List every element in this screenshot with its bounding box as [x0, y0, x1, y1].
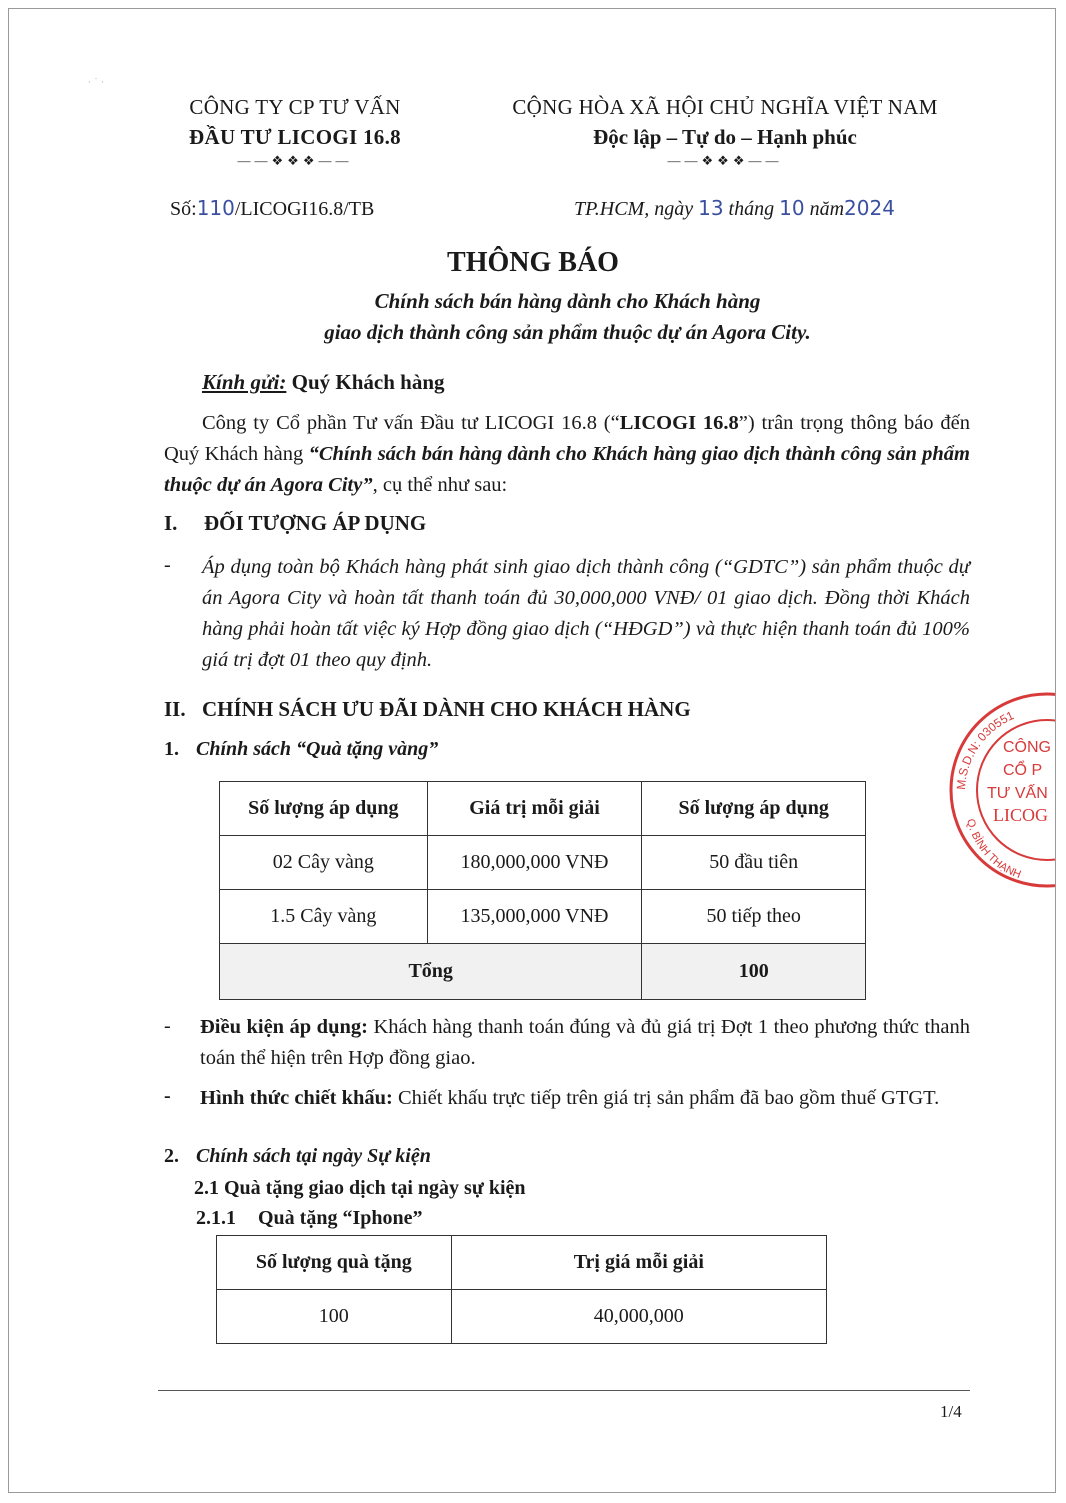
- company-header: [150, 92, 440, 170]
- stamp-arc-bottom-text: Q. BÌNH THẠNH: [963, 817, 1023, 882]
- ref-suffix: /LICOGI16.8/TB: [234, 198, 375, 220]
- stamp-line3: TƯ VẤN: [987, 785, 1048, 802]
- table-row: [217, 1290, 827, 1344]
- table-cell: 180,000,000 VNĐ: [427, 836, 642, 890]
- table-header-row: [220, 782, 866, 836]
- table-row: [220, 836, 866, 890]
- national-title: CỘNG HÒA XÃ HỘI CHỦ NGHĨA VIỆT NAM: [512, 95, 938, 119]
- section-1-number: I.: [164, 511, 178, 535]
- discount-bullet: [200, 1083, 970, 1114]
- date-text: TP.HCM, ngày: [574, 198, 699, 220]
- table-cell: 40,000,000: [451, 1290, 826, 1344]
- intro-text: Công ty Cổ phần Tư vấn Đầu tư LICOGI 16.8 (“: [202, 412, 620, 434]
- table-cell: 50 tiếp theo: [642, 890, 866, 944]
- intro-text: , cụ thể như sau:: [372, 474, 508, 496]
- table-header-row: [217, 1236, 827, 1290]
- date-year: 2024: [844, 196, 895, 220]
- subsection-2-title: Chính sách tại ngày Sự kiện: [196, 1145, 431, 1167]
- table-total-label: Tổng: [220, 944, 642, 1000]
- document-subtitle: [0, 286, 1066, 348]
- table-header-cell: Giá trị mỗi giải: [427, 782, 642, 836]
- date-month: 10: [779, 196, 805, 220]
- section-1-bullet: Áp dụng toàn bộ Khách hàng phát sinh giao dịch thành công (“GDTC”) sản phẩm thuộc dự án Agora City và hoàn tất thanh toán đủ 30,000,000 VNĐ/ 01 giao dịch. Đồng thời Khách hàng phải hoàn tất việc ký Hợp đồng giao dịch (“HĐGD”) và thực hiện thanh toán đủ 100% giá trị đợt 01 theo quy định.: [202, 556, 970, 671]
- subsection-1-title: Chính sách “Quà tặng vàng”: [196, 738, 439, 760]
- date-line: [574, 196, 895, 221]
- reference-number: [170, 196, 374, 221]
- ornament-divider: ——❖❖❖——: [667, 153, 783, 168]
- bullet-dash: -: [164, 1015, 171, 1037]
- section-2-heading: [164, 697, 691, 722]
- national-motto: Độc lập – Tự do – Hạnh phúc: [593, 125, 857, 149]
- table-cell: 50 đầu tiên: [642, 836, 866, 890]
- company-name-line2: ĐẦU TƯ LICOGI 16.8: [189, 125, 401, 149]
- condition-label: Điều kiện áp dụng:: [200, 1016, 368, 1038]
- subtitle-line2: giao dịch thành công sản phẩm thuộc dự án Agora City.: [324, 320, 811, 344]
- subtitle-line1: Chính sách bán hàng dành cho Khách hàng: [374, 289, 761, 313]
- table-header-cell: Số lượng áp dụng: [220, 782, 428, 836]
- subsection-2-1-1-heading: [196, 1207, 423, 1230]
- intro-bold-company: LICOGI 16.8: [619, 412, 739, 434]
- section-2-number: II.: [164, 697, 186, 721]
- subsection-2-number: 2.: [164, 1145, 179, 1167]
- bullet-dash: -: [164, 554, 171, 576]
- iphone-gift-table: [216, 1235, 827, 1344]
- national-header: [470, 92, 980, 170]
- discount-text: Chiết khấu trực tiếp trên giá trị sản phẩm đã bao gồm thuế GTGT.: [392, 1087, 940, 1109]
- discount-label: Hình thức chiết khấu:: [200, 1087, 393, 1109]
- stamp-line1: CÔNG: [1003, 739, 1051, 756]
- stamp-arc-top-text: M.S.D.N: 030551: [953, 708, 1016, 791]
- table-row: [220, 890, 866, 944]
- scan-speck: · ˙ ·: [88, 78, 104, 88]
- subsection-1-number: 1.: [164, 738, 179, 760]
- intro-paragraph: [164, 408, 970, 501]
- subsection-2-1-1-number: 2.1.1: [196, 1207, 236, 1229]
- stamp-line4: LICOG: [993, 805, 1048, 825]
- table-header-cell: Số lượng áp dụng: [642, 782, 866, 836]
- date-text: tháng: [723, 198, 780, 220]
- greeting-label: Kính gửi:: [202, 370, 287, 394]
- greeting-recipient: Quý Khách hàng: [286, 370, 445, 394]
- section-1-title: ĐỐI TƯỢNG ÁP DỤNG: [204, 511, 427, 535]
- table-cell: 02 Cây vàng: [220, 836, 428, 890]
- table-header-cell: Trị giá mỗi giải: [451, 1236, 826, 1290]
- condition-bullet: [200, 1012, 970, 1074]
- page-number: 1/4: [940, 1402, 962, 1421]
- section-1-heading: [164, 511, 426, 536]
- bullet-dash: -: [164, 1085, 171, 1107]
- subsection-2-1-1-title: Quà tặng “Iphone”: [258, 1207, 423, 1229]
- stamp-line2: CỔ P: [1003, 762, 1043, 779]
- intro-bold-policy: “Chính sách bán hàng dành cho Khách hàng giao dịch thành công sản phẩm thuộc dự án Agora City”: [164, 443, 970, 496]
- table-cell: 135,000,000 VNĐ: [427, 890, 642, 944]
- company-stamp: [945, 690, 1055, 890]
- table-cell: 100: [217, 1290, 452, 1344]
- table-total-value: 100: [642, 944, 866, 1000]
- ref-handwritten-number: 110: [196, 196, 235, 220]
- ornament-divider: ——❖❖❖——: [237, 153, 353, 168]
- subsection-1-heading: [164, 738, 438, 761]
- company-name-line1: CÔNG TY CP TƯ VẤN: [189, 95, 401, 119]
- condition-text: Khách hàng thanh toán đúng và đủ giá trị Đợt 1 theo phương thức thanh toán thể hiện trên Hợp đồng giao.: [200, 1016, 970, 1069]
- section-2-title: CHÍNH SÁCH ƯU ĐÃI DÀNH CHO KHÁCH HÀNG: [202, 697, 691, 721]
- footer-rule: [158, 1390, 970, 1391]
- date-day: 13: [698, 196, 724, 220]
- table-header-cell: Số lượng quà tặng: [217, 1236, 452, 1290]
- document-title: THÔNG BÁO: [447, 247, 619, 278]
- greeting: [202, 370, 445, 395]
- subsection-2-heading: [164, 1145, 431, 1168]
- intro-text: ”) trân trọng thông báo đến Quý Khách hàng: [164, 412, 970, 465]
- gold-gift-table: [219, 781, 866, 1000]
- table-total-row: [220, 944, 866, 1000]
- date-text: năm: [804, 198, 845, 220]
- table-cell: 1.5 Cây vàng: [220, 890, 428, 944]
- ref-prefix: Số:: [170, 198, 197, 220]
- subsection-2-1-heading: 2.1 Quà tặng giao dịch tại ngày sự kiện: [194, 1177, 526, 1199]
